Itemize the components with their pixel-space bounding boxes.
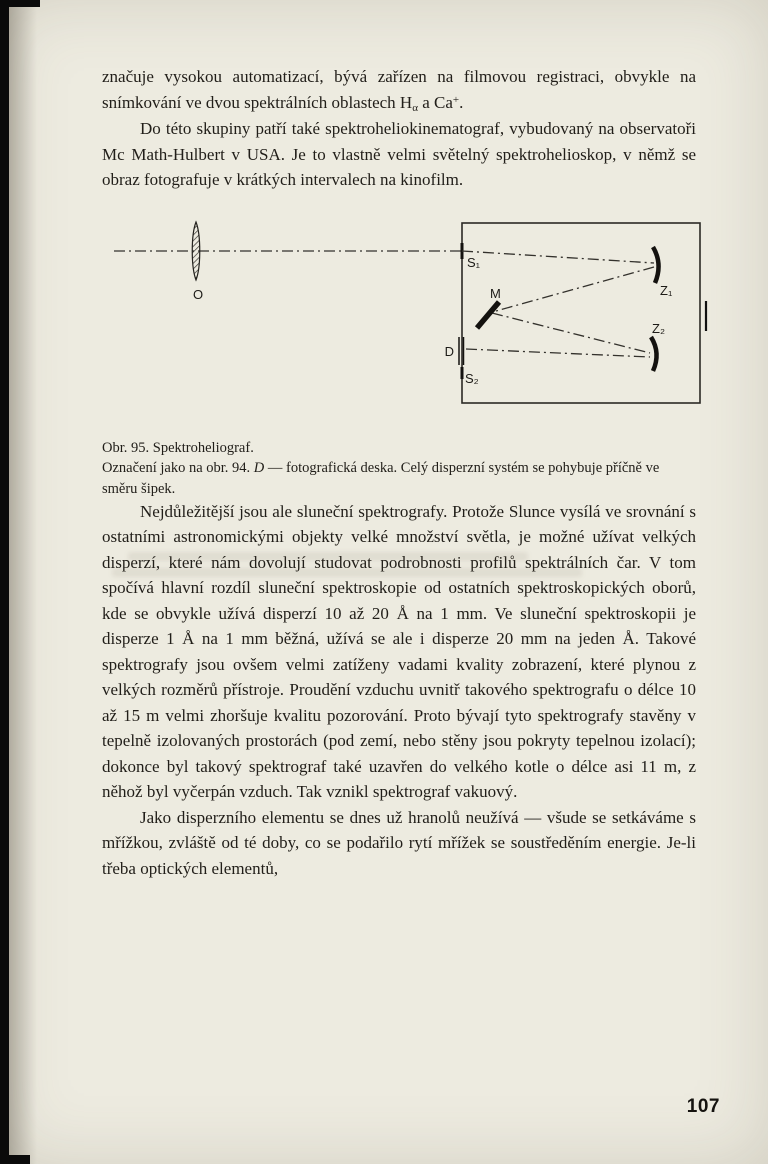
scan-top-edge [0,0,40,7]
caption-line-2 [102,458,696,499]
label-mirror-z1: Z₁ [660,282,673,298]
paragraph-2: Do této skupiny patří také spektroheliokinematograf, vybudovaný na observatoři Mc Math-Hulbert v USA. Je to vlastně velmi světelný spektrohelioskop, v němž se obraz fotografuje v krátkých intervalech na kinofilm. [102,119,696,189]
paragraph-4: Jako disperzního elementu se dnes už hranolů neužívá — všude se setkáváme s mřížkou, zvláště od té doby, co se podařilo rytí mřížek se soustředěním energie. Je-li třeba optických elementů, [102,807,696,878]
caption-symbol-d: D [253,460,265,477]
ray-s1-to-z1 [462,251,654,263]
label-mirror-z2: Z₂ [652,320,665,336]
h-alpha-subscript: α [412,101,418,114]
scan-bottom-edge [0,1155,30,1164]
label-objective-o: O [192,286,204,302]
print-bleed-smudge [128,552,528,561]
mirror-z2 [651,337,657,371]
label-plate-d: D [444,343,454,359]
paragraph-1-end: . [459,92,464,112]
binding-shadow [9,0,37,1164]
caption-line-1: Obr. 95. Spektroheliograf. [102,440,254,456]
objective-lens [192,222,200,280]
label-slit-s1: S₁ [467,254,481,270]
figure-diagram [102,207,714,415]
figure-95 [102,207,696,423]
label-mirror-m: M [490,285,501,301]
paragraph-1-mid: a Ca [417,92,453,112]
ca-plus-superscript: + [452,93,460,106]
figure-caption [102,438,696,499]
caption-part-b: — fotografická deska. Celý disperzní systém se pohybuje příčně ve směru šipek. [102,460,660,497]
paragraph-1 [102,64,696,116]
mirror-m [477,302,499,328]
spectrograph-housing [462,223,700,403]
scan-left-edge [0,0,9,1164]
ray-m-to-z2 [492,313,650,353]
print-bleed-smudge [112,568,582,577]
paragraph-1-text: značuje vysokou automatizací, bývá zařízen na filmovou registraci, obvykle na snímkování ve dvou spektrálních oblastech H [102,67,696,112]
page-body-text [102,64,696,881]
paragraph-3: Nejdůležitější jsou ale sluneční spektrografy. Protože Slunce vysílá ve srovnání s ostatními astronomickými objekty velké množství světla, je možné užívat velkých disperzí, které nám dovolují studovat podrobnosti profilů spektrálních čar. V tom spočívá hlavní rozdíl sluneční spektroskopie od ostatních spektroskopických oborů, kde se obvykle užívá disperzí 10 až 20 Å na 1 mm. Ve sluneční spektroskopii je disperze 1 Å na 1 mm běžná, užívá se ale i disperze 20 mm na jeden Å. Takové spektrografy jsou ovšem velmi zatíženy vadami kvality zobrazení, které plynou z velkých rozměrů přístroje. Proudění vzduchu uvnitř takového spektrografu o délce 10 až 15 m velmi zhoršuje kvalitu pozorování. Proto bývají tyto spektrografy stavěny v tepelně izolovaných prostorách (pod zemí, nebo stěny jsou pokryty tepelnou izolací); dokonce byl takový spektrograf také uzavřen do velkého kotle o délce asi 11 m, z něhož byl vyčerpán vzduch. Tak vznikl spektrograf vakuový. [102,501,696,802]
mirror-z1 [653,247,659,283]
label-slit-s2: S₂ [465,370,479,386]
caption-part-a: Označení jako na obr. 94. [102,460,254,477]
page-number: 107 [686,1096,720,1117]
ray-z1-to-m [496,267,654,311]
ray-z2-to-plate [466,349,650,357]
